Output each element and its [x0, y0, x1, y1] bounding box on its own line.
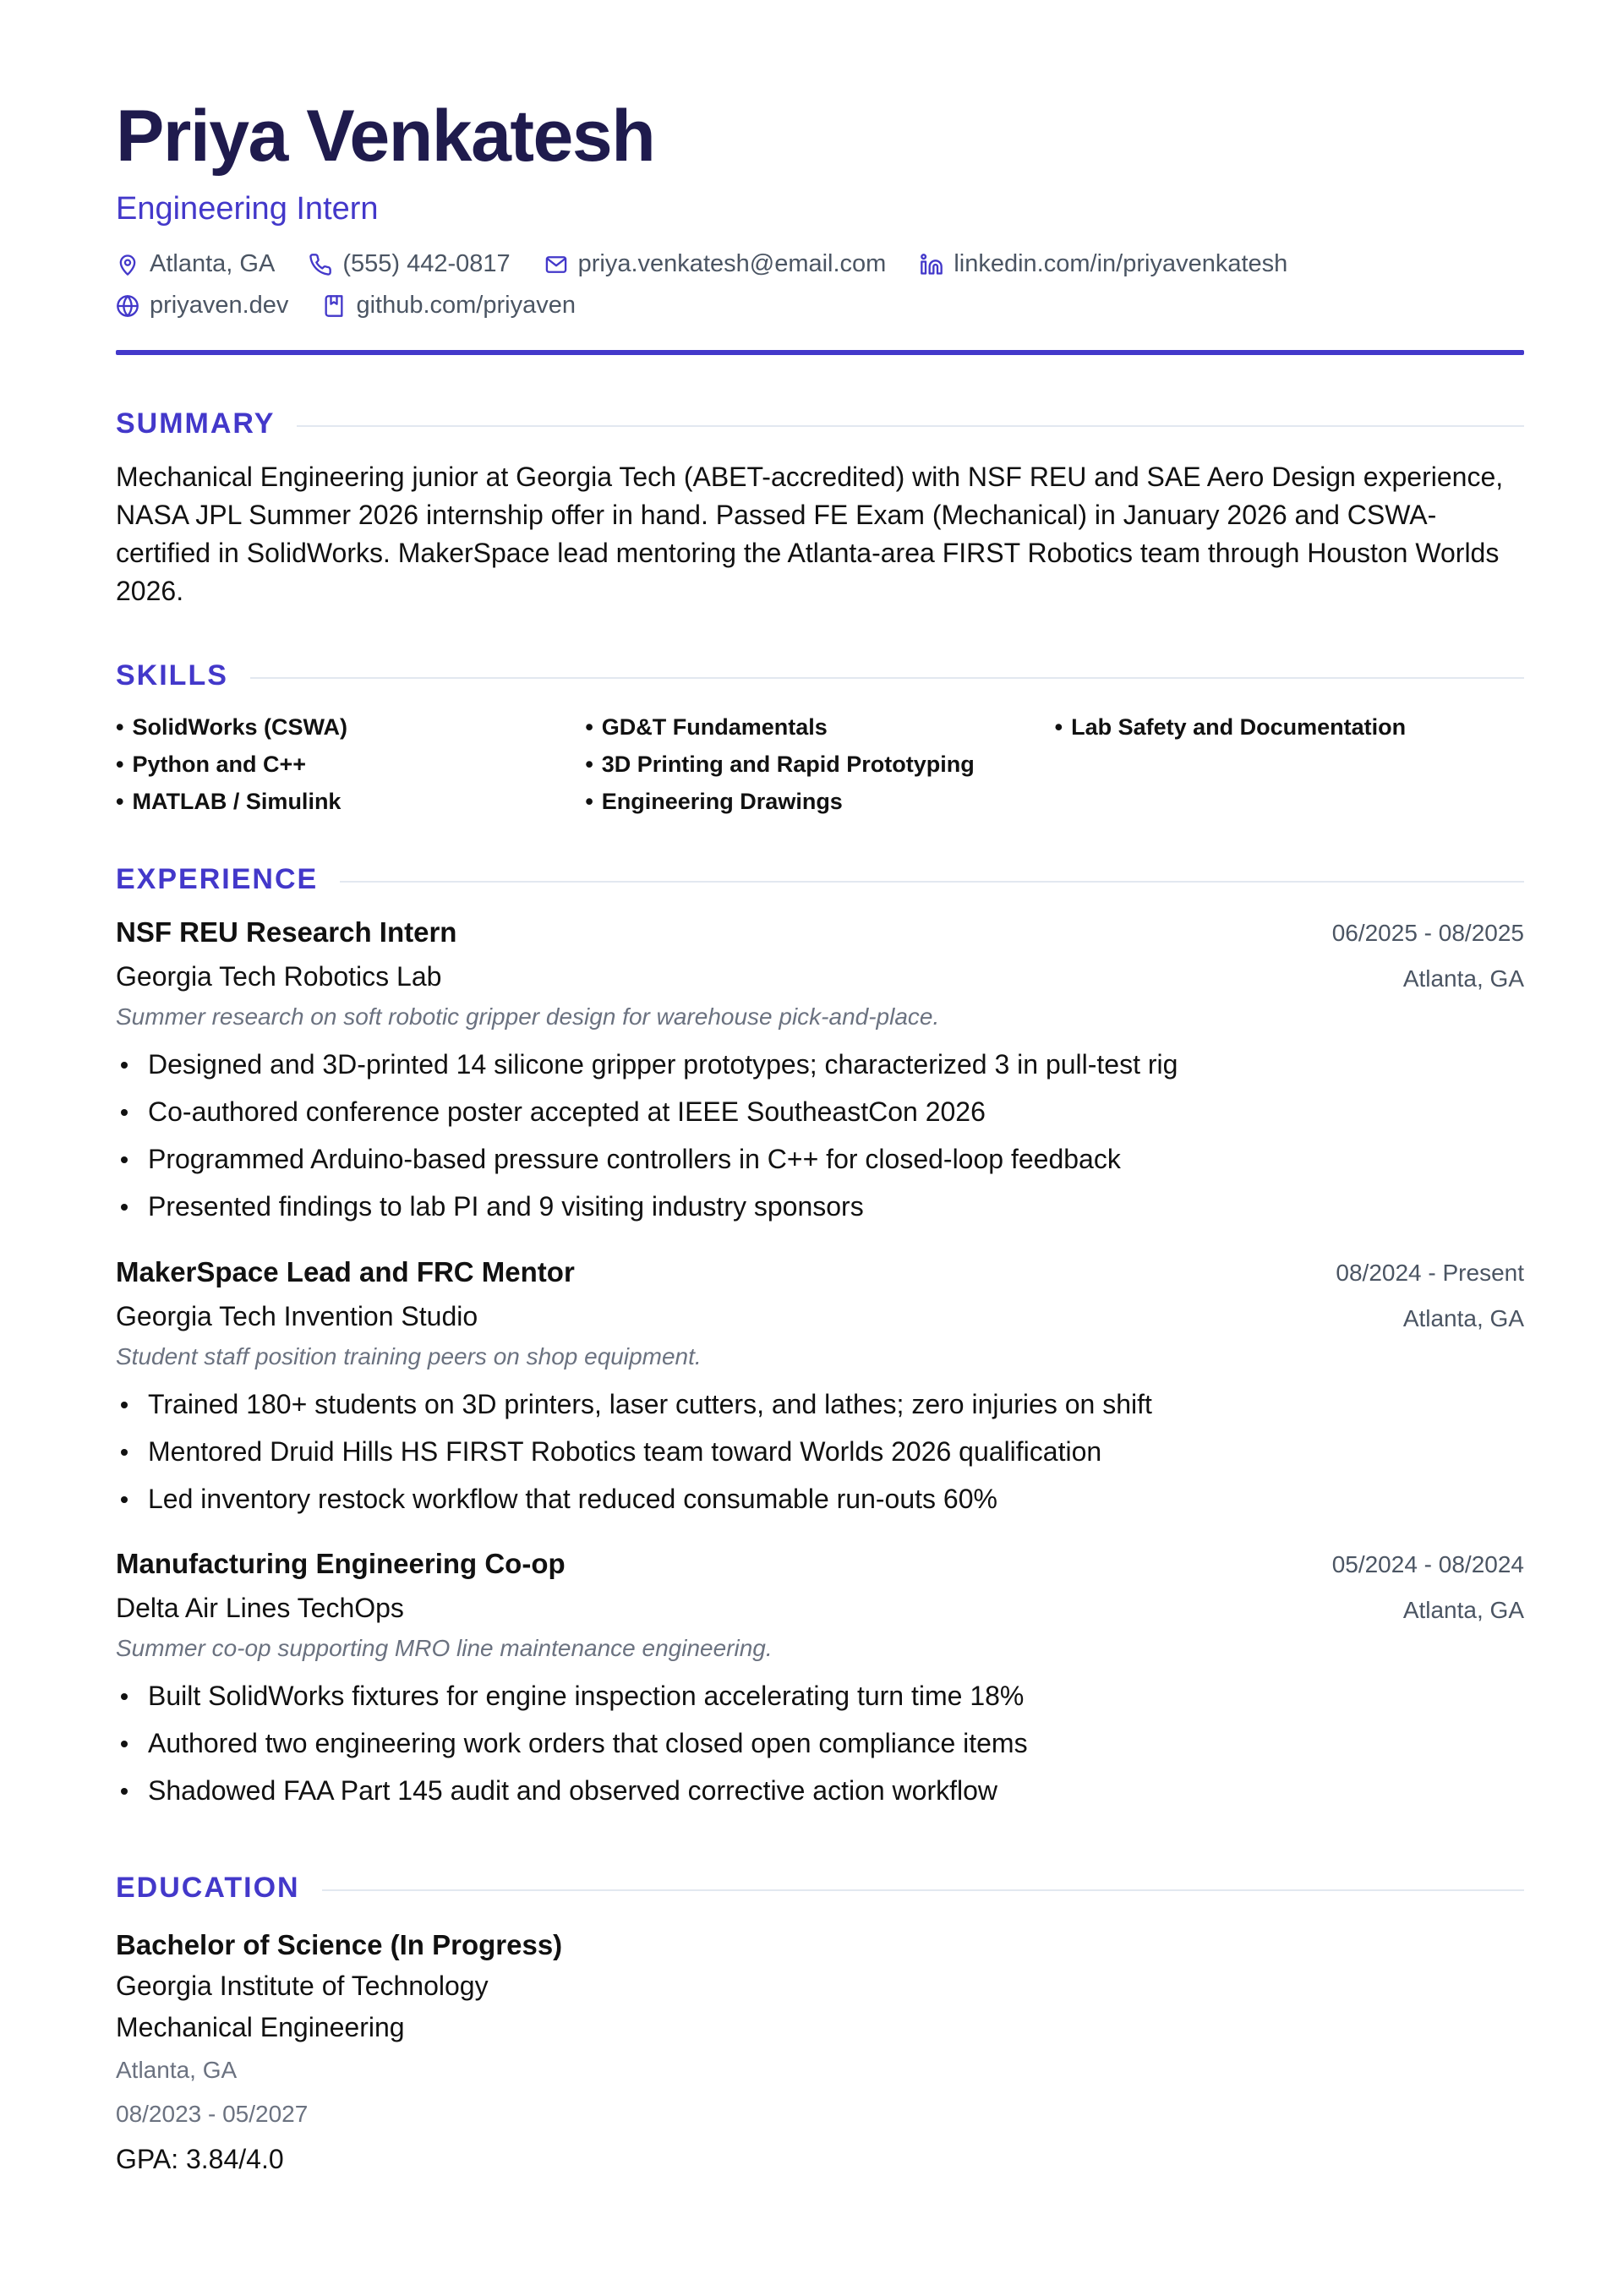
- job-title: MakerSpace Lead and FRC Mentor: [116, 1256, 575, 1287]
- contact-github[interactable]: [322, 292, 576, 320]
- skill-item: • GD&T Fundamentals: [585, 708, 1054, 746]
- job-dates: 08/2024 - Present: [1336, 1260, 1524, 1286]
- job-location: Atlanta, GA: [1402, 1305, 1524, 1331]
- contact-github-text: github.com/priyaven: [356, 292, 576, 319]
- contact-linkedin[interactable]: [920, 250, 1287, 278]
- job-title: NSF REU Research Intern: [116, 916, 457, 948]
- job-bullet: Programmed Arduino-based pressure controllers in C++ for closed-loop feedback: [116, 1135, 1524, 1183]
- contact-location-text: Atlanta, GA: [150, 250, 276, 277]
- globe-icon: [116, 294, 139, 318]
- education-school: Georgia Institute of Technology: [116, 1971, 489, 2001]
- job-organization: Delta Air Lines TechOps: [116, 1593, 404, 1623]
- github-icon: [322, 294, 346, 318]
- contact-linkedin-text: linkedin.com/in/priyavenkatesh: [954, 250, 1288, 277]
- contact-phone-text: (555) 442-0817: [342, 250, 511, 277]
- section-header-experience: [116, 865, 1524, 894]
- job-bullet: Mentored Druid Hills HS FIRST Robotics team toward Worlds 2026 qualification: [116, 1428, 1524, 1475]
- job-bullet: Authored two engineering work orders that closed open compliance items: [116, 1719, 1524, 1767]
- skills-grid: [116, 708, 1524, 820]
- job-bullet-list: [116, 1041, 1524, 1230]
- education-dates: 08/2023 - 05/2027: [116, 2101, 309, 2127]
- job-bullet: Built SolidWorks fixtures for engine inspection accelerating turn time 18%: [116, 1672, 1524, 1719]
- map-pin-icon: [116, 253, 139, 276]
- contact-email[interactable]: [544, 250, 887, 278]
- job-description: Student staff position training peers on shop equipment.: [116, 1343, 702, 1369]
- skill-item: • Python and C++: [116, 746, 585, 783]
- mail-icon: [544, 253, 568, 276]
- job-bullet: Designed and 3D-printed 14 silicone gripper prototypes; characterized 3 in pull-test rig: [116, 1041, 1524, 1088]
- section-header-summary: [116, 409, 1524, 438]
- skill-item: • Lab Safety and Documentation: [1055, 708, 1524, 746]
- job-location: Atlanta, GA: [1402, 1597, 1524, 1623]
- contact-location: [116, 250, 275, 278]
- education-gpa: GPA: 3.84/4.0: [116, 2144, 284, 2174]
- section-header-skills: [116, 661, 1524, 690]
- education-major: Mechanical Engineering: [116, 2012, 405, 2042]
- job-bullet: Presented findings to lab PI and 9 visiting industry sponsors: [116, 1183, 1524, 1230]
- contact-website-text: priyaven.dev: [150, 292, 289, 319]
- job-bullet-list: [116, 1672, 1524, 1814]
- skills-column: [1055, 708, 1524, 820]
- education-degree: Bachelor of Science (In Progress): [116, 1929, 563, 1960]
- job-bullet: Led inventory restock workflow that reduced consumable run-outs 60%: [116, 1475, 1524, 1522]
- contact-row-2: [116, 292, 609, 320]
- job-bullet: Co-authored conference poster accepted at IEEE SoutheastCon 2026: [116, 1088, 1524, 1135]
- contact-phone[interactable]: [309, 250, 510, 278]
- job-description: Summer research on soft robotic gripper design for warehouse pick-and-place.: [116, 1003, 940, 1030]
- header-divider: [116, 350, 1524, 355]
- contact-website[interactable]: [116, 292, 288, 320]
- job-entry: [116, 918, 1524, 1230]
- phone-icon: [309, 253, 332, 276]
- education-entry: [116, 1924, 1524, 2182]
- section-title-summary: SUMMARY: [116, 407, 276, 440]
- linkedin-icon: [920, 253, 943, 276]
- candidate-name: Priya Venkatesh: [116, 96, 655, 177]
- job-organization: Georgia Tech Invention Studio: [116, 1301, 478, 1331]
- job-entry: [116, 1550, 1524, 1814]
- skill-item: • 3D Printing and Rapid Prototyping: [585, 746, 1054, 783]
- skill-item: • Engineering Drawings: [585, 783, 1054, 820]
- skills-column: [116, 708, 585, 820]
- job-organization: Georgia Tech Robotics Lab: [116, 961, 442, 992]
- section-header-education: [116, 1873, 1524, 1902]
- section-divider: [250, 677, 1524, 679]
- job-description: Summer co-op supporting MRO line maintenance engineering.: [116, 1635, 773, 1661]
- skills-column: [585, 708, 1054, 820]
- skill-item: • SolidWorks (CSWA): [116, 708, 585, 746]
- job-dates: 06/2025 - 08/2025: [1331, 920, 1524, 946]
- job-dates: 05/2024 - 08/2024: [1331, 1551, 1524, 1577]
- education-location: Atlanta, GA: [116, 2057, 238, 2083]
- job-title: Manufacturing Engineering Co-op: [116, 1548, 566, 1579]
- skill-item: • MATLAB / Simulink: [116, 783, 585, 820]
- section-divider: [297, 425, 1524, 427]
- section-title-education: EDUCATION: [116, 1872, 300, 1904]
- section-title-experience: EXPERIENCE: [116, 863, 319, 895]
- job-bullet-list: [116, 1380, 1524, 1522]
- summary-text: Mechanical Engineering junior at Georgia Tech (ABET-accredited) with NSF REU and SAE Aero Design experience, NASA JPL Summer 2026 internship offer in hand. Passed FE Exam (Mechanical) in January 2026 and CSWA-certified in SolidWorks. MakerSpace lead mentoring the Atlanta-area FIRST Robotics team through Houston Worlds 2026.: [116, 462, 1504, 606]
- section-divider: [322, 1889, 1524, 1891]
- section-title-skills: SKILLS: [116, 659, 228, 692]
- job-bullet: Shadowed FAA Part 145 audit and observed corrective action workflow: [116, 1767, 1524, 1814]
- job-location: Atlanta, GA: [1402, 965, 1524, 992]
- job-bullet: Trained 180+ students on 3D printers, laser cutters, and lathes; zero injuries on shift: [116, 1380, 1524, 1428]
- job-entry: [116, 1258, 1524, 1522]
- candidate-role: Engineering Intern: [116, 191, 379, 227]
- contact-email-text: priya.venkatesh@email.com: [577, 250, 887, 277]
- section-divider: [340, 881, 1524, 883]
- contact-row: [116, 250, 1321, 278]
